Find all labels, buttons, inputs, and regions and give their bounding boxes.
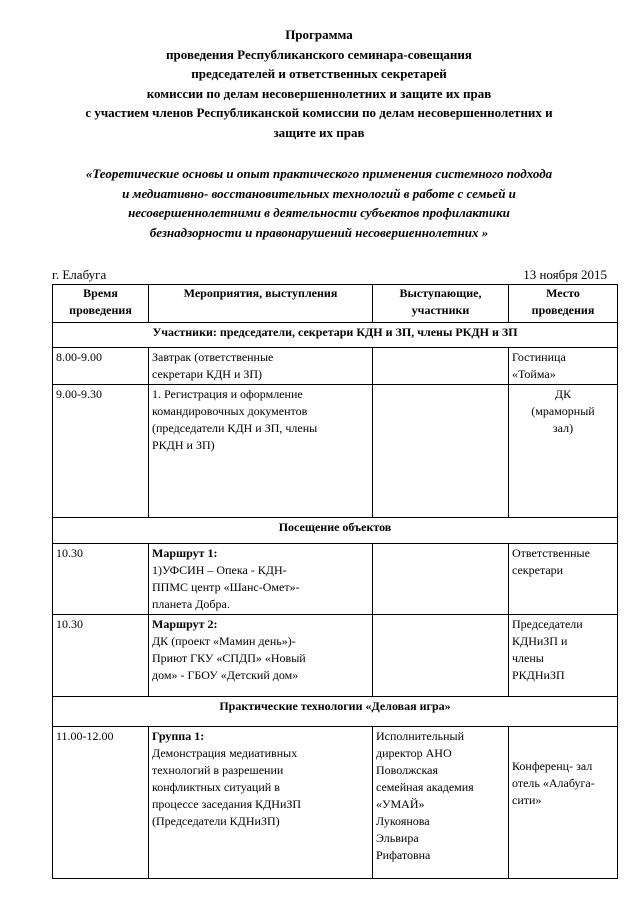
cell-time: 8.00-9.00 — [53, 348, 149, 385]
section-visits: Посещение объектов — [53, 518, 618, 544]
cell-time: 9.00-9.30 — [53, 385, 149, 518]
date: 13 ноября 2015 — [523, 267, 607, 282]
city: г. Елабуга — [52, 267, 107, 282]
cell-place: Председатели КДНиЗП и члены РКДНиЗП — [509, 615, 618, 697]
table-row — [53, 544, 618, 615]
section-row — [53, 697, 618, 727]
header-time: Время проведения — [53, 285, 149, 323]
table-row — [53, 385, 618, 518]
header-event: Мероприятия, выступления — [149, 285, 373, 323]
header-place: Место проведения — [509, 285, 618, 323]
title-line: Программа — [285, 27, 353, 42]
cell-place: Гостиница «Тойма» — [509, 348, 618, 385]
cell-time: 10.30 — [53, 615, 149, 697]
section-game: Практические технологии «Деловая игра» — [53, 697, 618, 727]
cell-speakers: Исполнительный директор АНО Поволжская семейная академия «УМАЙ» Лукоянова Эльвира Рифатовна — [373, 727, 509, 879]
cell-time: 11.00-12.00 — [53, 727, 149, 879]
cell-event: Маршрут 1: 1)УФСИН – Опека - КДН- ППМС центр «Шанс-Омет»- планета Добра. — [149, 544, 373, 615]
section-row — [53, 518, 618, 544]
cell-time: 10.30 — [53, 544, 149, 615]
table-row — [53, 615, 618, 697]
title-line: председателей и ответственных секретарей — [191, 66, 447, 81]
table-row — [53, 348, 618, 385]
cell-event: Группа 1: Демонстрация медиативных технологий в разрешении конфликтных ситуаций в процессе заседания КДНиЗП (Председатели КДНиЗП) — [149, 727, 373, 879]
cell-event: 1. Регистрация и оформление командировочных документов (председатели КДН и ЗП, члены РКДН и ЗП) — [149, 385, 373, 518]
table-row — [53, 727, 618, 879]
cell-event: Маршрут 2: ДК (проект «Мамин день»)- Приют ГКУ «СПДП» «Новый дом» - ГБОУ «Детский дом» — [149, 615, 373, 697]
title-line: с участием членов Республиканской комиссии по делам несовершеннолетних и — [85, 105, 553, 120]
cell-speakers — [373, 385, 509, 518]
theme-line: и медиативно- восстановительных технологий в работе с семьей и — [122, 185, 516, 201]
cell-event: Завтрак (ответственные секретари КДН и ЗП) — [149, 348, 373, 385]
cell-speakers — [373, 544, 509, 615]
header-speakers: Выступающие, участники — [373, 285, 509, 323]
participants-text: Участники: председатели, секретари КДН и ЗП, члены РКДН и ЗП — [53, 323, 618, 348]
title-line: комиссии по делам несовершеннолетних и защите их прав — [146, 85, 492, 101]
theme-line: «Теоретические основы и опыт практического применения системного подхода — [85, 166, 553, 181]
theme-line: несовершеннолетними в деятельности субъектов профилактики — [128, 205, 510, 220]
title-line: проведения Республиканского семинара-совещания — [166, 46, 472, 62]
cell-speakers — [373, 615, 509, 697]
theme-line: безнадзорности и правонарушений несовершеннолетних » — [149, 224, 489, 240]
cell-place: Ответственные секретари — [509, 544, 618, 615]
table-header-row — [53, 285, 618, 323]
program-table — [52, 284, 618, 879]
cell-place: Конференц- зал отель «Алабуга- сити» — [509, 727, 618, 879]
program-title — [40, 25, 598, 142]
seminar-theme — [52, 164, 586, 242]
cell-speakers — [373, 348, 509, 385]
participants-row — [53, 323, 618, 348]
title-line: защите их прав — [273, 124, 365, 140]
cell-place: ДК (мраморный зал) — [509, 385, 618, 518]
